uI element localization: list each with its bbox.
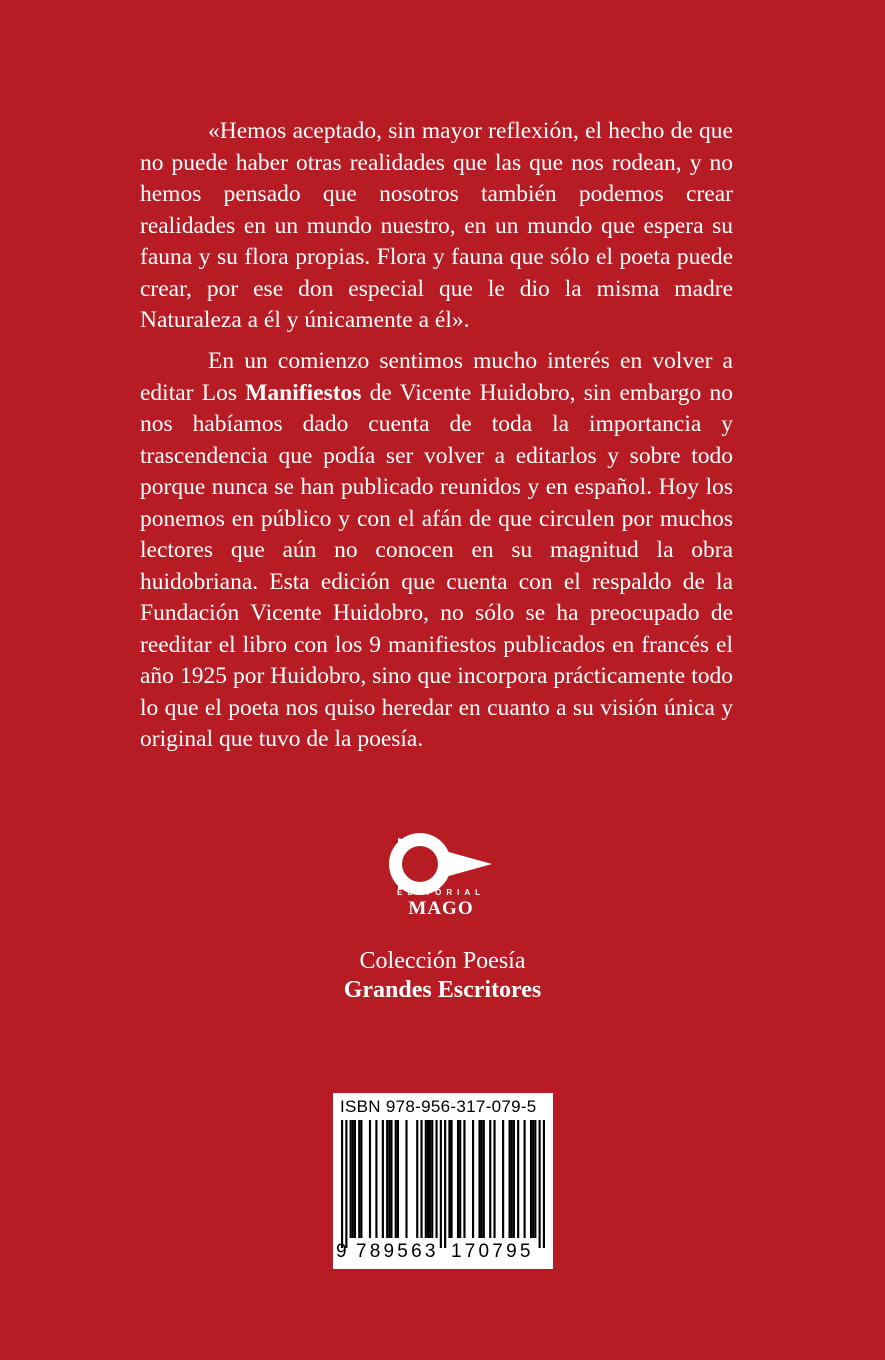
publisher-line-mago: MAGO [408,898,474,919]
barcode-guard-bar [543,1120,545,1248]
quote-paragraph [140,116,733,337]
barcode-bar [463,1120,465,1238]
barcode-bar [530,1120,532,1238]
barcode-bar [481,1120,483,1238]
description-text-rest: de Vicente Huidobro, sin embargo no nos habíamos dado cuenta de toda la importancia y trascendencia que podía ser volver a editarlos y sobre todo porque nunca se han publicado reunidos y en español. Hoy los ponemos en público y con el afán de que circulen por muchos lectores que aún no conocen en su magnitud la obra huidobriana. Esta edición que cuenta con el respaldo de la Fundación Vicente Huidobro, no sólo se ha preocupado de reeditar el libro con los 9 manifiestos publicados en francés el año 1925 por Huidobro, sino que incorpora prácticamente todo lo que el poeta nos quiso heredar en cuanto a su visión única y original que tuvo de la poesía. [140,379,733,752]
barcode-bar [405,1120,407,1238]
barcode-bar [534,1120,536,1238]
barcode-bar [451,1120,453,1238]
isbn-label: ISBN 978-956-317-079-5 [340,1097,537,1116]
barcode-bar [390,1120,392,1238]
barcode-digits-right: 170795 [451,1241,534,1262]
barcode-bar [483,1120,485,1238]
barcode-bar [386,1120,388,1238]
barcode-bar [420,1120,422,1238]
publisher-wordmark [380,888,502,920]
barcode-bar [382,1120,384,1238]
barcode-digits-left: 789563 [356,1241,439,1262]
barcode-bar [354,1120,356,1238]
barcode-bar [502,1120,504,1238]
barcode-bar [457,1120,459,1238]
publisher-line-editorial: EDITORIAL [397,888,485,897]
description-text-start: En un comienzo sentimos mucho interés en volver a editar Los [140,348,733,406]
barcode-bar [388,1120,390,1238]
barcode-bar [352,1120,354,1238]
barcode-bars [341,1120,545,1248]
barcode-bar [397,1120,399,1238]
barcode-guard-bar [341,1120,343,1248]
barcode-bar [431,1120,433,1238]
quote-text: «Hemos aceptado, sin mayor reflexión, el hecho de que no puede haber otras realidades que las que nos rodean, y no hemos pensado que nosotros también podemos crear realidades en un mundo nuestro, en un mundo que espera su fauna y su flora propias. Flora y fauna que sólo el poeta puede crear, por ese don especial que le dio la misma madre Naturaleza a él y únicamente a él». [140,118,733,333]
book-title-bold: Manifiestos [245,379,362,406]
collection-label: Colección Poesía [359,948,526,974]
barcode-digit-first: 9 [336,1241,347,1262]
barcode-bar [508,1120,510,1238]
quote-block [140,116,733,337]
barcode-bar [416,1120,418,1238]
barcode-bar [524,1120,526,1238]
barcode-bar [478,1120,480,1238]
barcode-bar [532,1120,534,1238]
isbn-barcode [333,1093,553,1269]
barcode-bar [511,1120,513,1238]
barcode-guard-bar [345,1120,347,1248]
collection-info [0,947,885,1005]
description-block [140,346,733,756]
barcode-bar [358,1120,360,1238]
barcode-bar [493,1120,495,1238]
barcode-bar [448,1120,450,1238]
barcode-bar [429,1120,431,1238]
barcode-bar [459,1120,461,1238]
barcode-guard-bar [440,1120,442,1248]
barcode-bar [435,1120,437,1238]
series-name: Grandes Escritores [343,977,542,1003]
barcode-bar [517,1120,519,1238]
barcode-bar [395,1120,397,1238]
barcode-bar [513,1120,515,1238]
barcode-bar [427,1120,429,1238]
description-paragraph [140,346,733,756]
barcode-bar [489,1120,491,1238]
barcode-bar [472,1120,474,1238]
barcode-bar [360,1120,362,1238]
barcode-bar [425,1120,427,1238]
barcode-guard-bar [444,1120,446,1248]
barcode-bar [350,1120,352,1238]
barcode-bar [375,1120,377,1238]
barcode-guard-bar [539,1120,541,1248]
barcode-bar [369,1120,371,1238]
